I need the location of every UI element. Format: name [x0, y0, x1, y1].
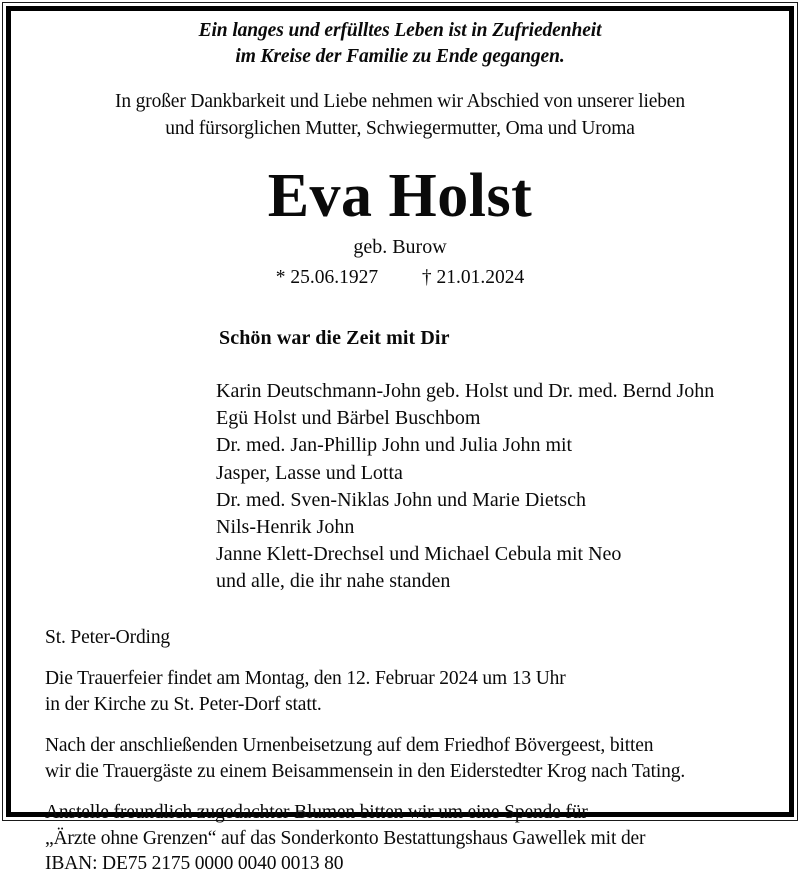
birth-date: 25.06.1927	[290, 267, 379, 288]
life-dates	[45, 264, 755, 291]
location: St. Peter-Ording	[45, 626, 171, 648]
donation-line: „Ärzte ohne Grenzen“ auf das Sonderkonto Bestattungshaus Gawellek mit der	[45, 827, 646, 849]
list-item: Dr. med. Jan-Phillip John und Julia John mit	[216, 434, 573, 457]
maiden-name: geb. Burow	[353, 236, 447, 258]
list-item: Jasper, Lasse und Lotta	[216, 461, 403, 484]
intro-line: und fürsorglichen Mutter, Schwiegermutter, Oma und Uroma	[165, 118, 635, 139]
list-item: und alle, die ihr nahe standen	[216, 570, 451, 593]
list-item: Karin Deutschmann-John geb. Holst und Dr. med. Bernd John	[216, 380, 715, 402]
service-line: in der Kirche zu St. Peter-Dorf statt.	[45, 693, 322, 715]
deceased-block	[45, 164, 755, 291]
death-date: 21.01.2024	[436, 267, 525, 288]
funeral-details	[45, 625, 755, 877]
list-item: Egü Holst und Bärbel Buschbom	[216, 407, 481, 430]
farewell-line: Schön war die Zeit mit Dir	[219, 327, 450, 349]
death-symbol-icon: †	[421, 267, 432, 288]
donation-line: Anstelle freundlich zugedachter Blumen bitten wir um eine Spende für	[45, 802, 588, 824]
birth-symbol-icon: *	[275, 267, 286, 288]
intro-text	[45, 88, 755, 142]
interment-line: Nach der anschließenden Urnenbeisetzung auf dem Friedhof Bövergeest, bitten	[45, 735, 654, 757]
epitaph	[45, 0, 755, 70]
service-line: Die Trauerfeier findet am Montag, den 12. Februar 2024 um 13 Uhr	[45, 668, 566, 690]
list-item: Dr. med. Sven-Niklas John und Marie Dietsch	[216, 488, 586, 511]
list-item: Janne Klett-Drechsel und Michael Cebula mit Neo	[216, 543, 622, 566]
deceased-name: Eva Holst	[267, 162, 533, 230]
mourner-section	[45, 325, 755, 596]
epitaph-line: im Kreise der Familie zu Ende gegangen.	[235, 46, 565, 67]
mourner-list	[216, 378, 755, 596]
list-item: Nils-Henrik John	[216, 516, 355, 539]
interment-line: wir die Trauergäste zu einem Beisammensein in den Eiderstedter Krog nach Tating.	[45, 760, 686, 782]
intro-line: In großer Dankbarkeit und Liebe nehmen wir Abschied von unserer lieben	[115, 91, 685, 112]
epitaph-line: Ein langes und erfülltes Leben ist in Zufriedenheit	[198, 20, 602, 41]
iban-line: IBAN: DE75 2175 0000 0040 0013 80	[45, 853, 344, 875]
